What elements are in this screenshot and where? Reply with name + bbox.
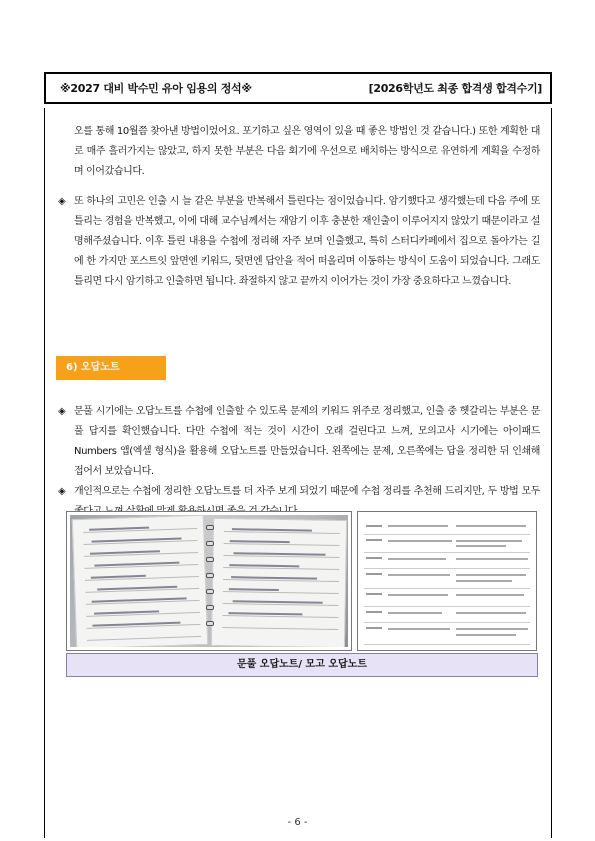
header-subtitle: [2026학년도 최종 합격생 합격수기] bbox=[368, 82, 542, 95]
document-header bbox=[44, 72, 552, 104]
page-number: - 6 - bbox=[287, 817, 308, 828]
paragraph-recommendation: 개인적으로는 수첩에 정리한 오답노트를 더 자주 보게 되었기 때문에 수첩 정리를 추천해 드리지만, 두 방법 모두 bbox=[74, 486, 540, 497]
paragraph-wrong-answer-note: 문풀 시기에는 오답노트를 수첩에 인출할 수 있도록 문제의 키워드 위주로 정리했고, 인출 중 헷갈리는 부분은 문풀 답지를 확인했습니다. 다만 수첩에 적는 것이 시간이 오래 걸린다고 느껴, 모의고사 시기에는 아이패드 Numbers 앱(엑셀 형식)을 활용해 오답노트를 만들었습니다. 왼쪽에는 문제, 오른쪽에는 답을 정리한 뒤 인쇄해 접어서 보았습니다. bbox=[74, 406, 540, 477]
image-caption: 문풀 오답노트/ 모고 오답노트 bbox=[66, 653, 538, 677]
notebook-photo bbox=[66, 511, 352, 651]
mock-exam-table-image bbox=[357, 511, 537, 651]
header-title: ※2027 대비 박수민 유아 임용의 정석※ bbox=[60, 82, 252, 95]
notebook-page-right bbox=[211, 518, 347, 647]
notebook-photo-image bbox=[70, 515, 348, 647]
section-heading: 6) 오답노트 bbox=[56, 356, 166, 380]
bullet-diamond-icon: ◈ bbox=[58, 196, 66, 207]
notebook-page-left bbox=[72, 515, 208, 647]
bullet-diamond-icon: ◈ bbox=[58, 486, 66, 497]
bullet-diamond-icon: ◈ bbox=[58, 406, 66, 417]
paragraph-retrieval: 또 하나의 고민은 인출 시 늘 같은 부분을 반복해서 틀린다는 점이었습니다. 암기했다고 생각했는데 다음 주에 또 틀리는 경험을 반복했고, 이에 대해 교수님께서는 재암기 이후 충분한 재인출이 이루어지지 않았기 때문이라고 설명해주셨습니다. 이후 틀린 내용을 수첩에 정리해 자주 보며 인출했고, 특히 스터디카페에서 집으로 돌아가는 길에 한 가지만 포스트잇 앞면엔 키워드, 뒷면엔 답안을 적어 떠올리며 이동하는 방식이 도움이 되었습니다. 그래도 틀리면 다시 암기하고 인출하면 됩니다. 좌절하지 않고 끝까지 이어가는 것이 가장 중요하다고 느꼈습니다. bbox=[74, 196, 540, 287]
paragraph-continued: 오를 통해 10월쯤 찾아낸 방법이었어요. 포기하고 싶은 영역이 있을 때 좋은 방법인 것 같습니다.) 또한 계획한 대로 매주 흘러가지는 않았고, 하지 못한 부분은 다음 회기에 우선으로 배치하는 방식으로 유연하게 계획을 수정하며 이어갔습니다. bbox=[74, 126, 540, 177]
